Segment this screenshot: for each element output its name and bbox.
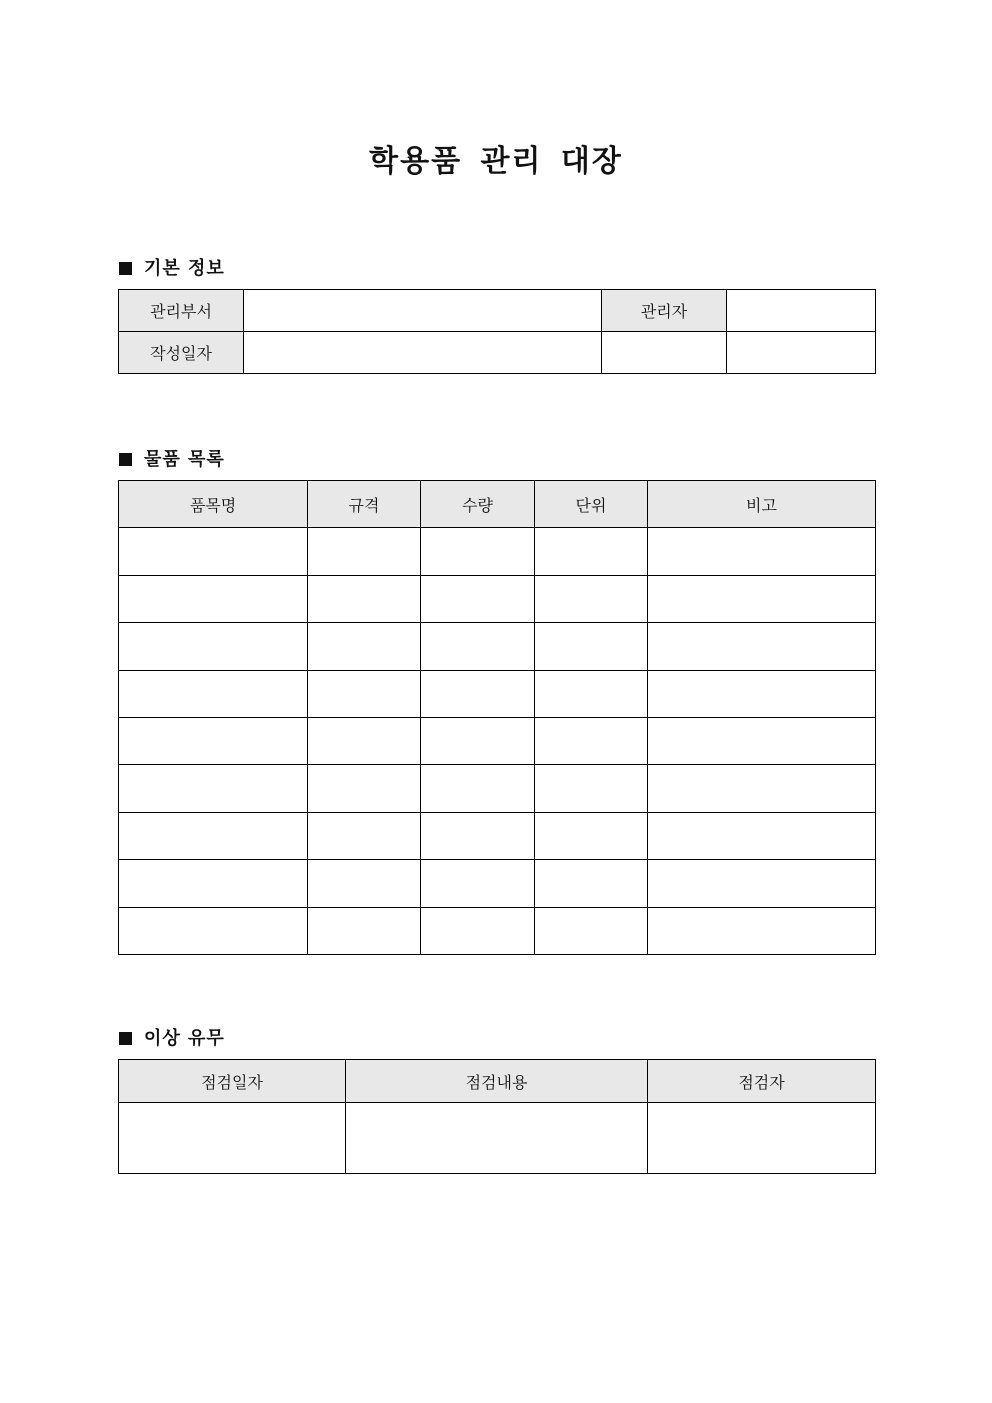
table-row [119,332,876,374]
table-row [119,765,876,812]
remarks-cell[interactable] [648,575,876,622]
table-row [119,290,876,332]
item-name-cell[interactable] [119,812,308,859]
remarks-cell[interactable] [648,812,876,859]
item-name-cell[interactable] [119,575,308,622]
square-bullet-icon [119,1032,132,1045]
inspection-date-cell[interactable] [119,1103,346,1174]
section-heading-item-list [119,445,225,471]
quantity-cell[interactable] [421,765,535,812]
unit-cell[interactable] [535,575,648,622]
table-header-row [119,1060,876,1103]
manager-field[interactable] [727,290,876,332]
section-heading-label: 기본 정보 [144,258,225,279]
table-row [119,528,876,575]
quantity-cell[interactable] [421,717,535,764]
inspection-content-cell[interactable] [346,1103,648,1174]
remarks-cell[interactable] [648,717,876,764]
column-header-inspector: 점검자 [648,1060,876,1103]
date-field[interactable] [244,332,602,374]
column-header-quantity: 수량 [421,481,535,528]
spec-cell[interactable] [308,812,421,859]
spec-cell[interactable] [308,575,421,622]
unit-cell[interactable] [535,765,648,812]
page-title: 학용품 관리 대장 [369,144,623,179]
section-heading-anomaly [119,1024,225,1050]
spec-cell[interactable] [308,907,421,954]
square-bullet-icon [119,262,132,275]
table-header-row [119,481,876,528]
manager-label: 관리자 [602,290,727,332]
section-heading-basic-info [119,254,225,280]
section-heading-label: 이상 유무 [144,1028,225,1049]
column-header-spec: 규격 [308,481,421,528]
remarks-cell[interactable] [648,860,876,907]
remarks-cell[interactable] [648,670,876,717]
column-header-item-name: 품목명 [119,481,308,528]
table-row [119,717,876,764]
quantity-cell[interactable] [421,528,535,575]
unit-cell[interactable] [535,670,648,717]
blank-cell[interactable] [602,332,727,374]
spec-cell[interactable] [308,717,421,764]
unit-cell[interactable] [535,812,648,859]
unit-cell[interactable] [535,528,648,575]
column-header-inspection-date: 점검일자 [119,1060,346,1103]
quantity-cell[interactable] [421,575,535,622]
remarks-cell[interactable] [648,528,876,575]
spec-cell[interactable] [308,765,421,812]
unit-cell[interactable] [535,623,648,670]
item-name-cell[interactable] [119,670,308,717]
basic-info-table [118,289,876,374]
table-row [119,623,876,670]
item-name-cell[interactable] [119,860,308,907]
quantity-cell[interactable] [421,623,535,670]
spec-cell[interactable] [308,528,421,575]
spec-cell[interactable] [308,670,421,717]
unit-cell[interactable] [535,860,648,907]
unit-cell[interactable] [535,717,648,764]
remarks-cell[interactable] [648,907,876,954]
item-name-cell[interactable] [119,717,308,764]
spec-cell[interactable] [308,623,421,670]
spec-cell[interactable] [308,860,421,907]
item-name-cell[interactable] [119,907,308,954]
dept-field[interactable] [244,290,602,332]
quantity-cell[interactable] [421,670,535,717]
blank-cell[interactable] [727,332,876,374]
table-row [119,575,876,622]
inspector-cell[interactable] [648,1103,876,1174]
item-list-table [118,480,876,955]
section-heading-label: 물품 목록 [144,449,225,470]
unit-cell[interactable] [535,907,648,954]
column-header-inspection-content: 점검내용 [346,1060,648,1103]
item-name-cell[interactable] [119,623,308,670]
anomaly-table [118,1059,876,1174]
table-row [119,907,876,954]
column-header-unit: 단위 [535,481,648,528]
remarks-cell[interactable] [648,623,876,670]
table-row [119,670,876,717]
item-name-cell[interactable] [119,765,308,812]
quantity-cell[interactable] [421,907,535,954]
column-header-remarks: 비고 [648,481,876,528]
square-bullet-icon [119,453,132,466]
quantity-cell[interactable] [421,812,535,859]
table-row [119,812,876,859]
table-row [119,1103,876,1174]
remarks-cell[interactable] [648,765,876,812]
dept-label: 관리부서 [119,290,244,332]
quantity-cell[interactable] [421,860,535,907]
item-name-cell[interactable] [119,528,308,575]
date-label: 작성일자 [119,332,244,374]
table-row [119,860,876,907]
